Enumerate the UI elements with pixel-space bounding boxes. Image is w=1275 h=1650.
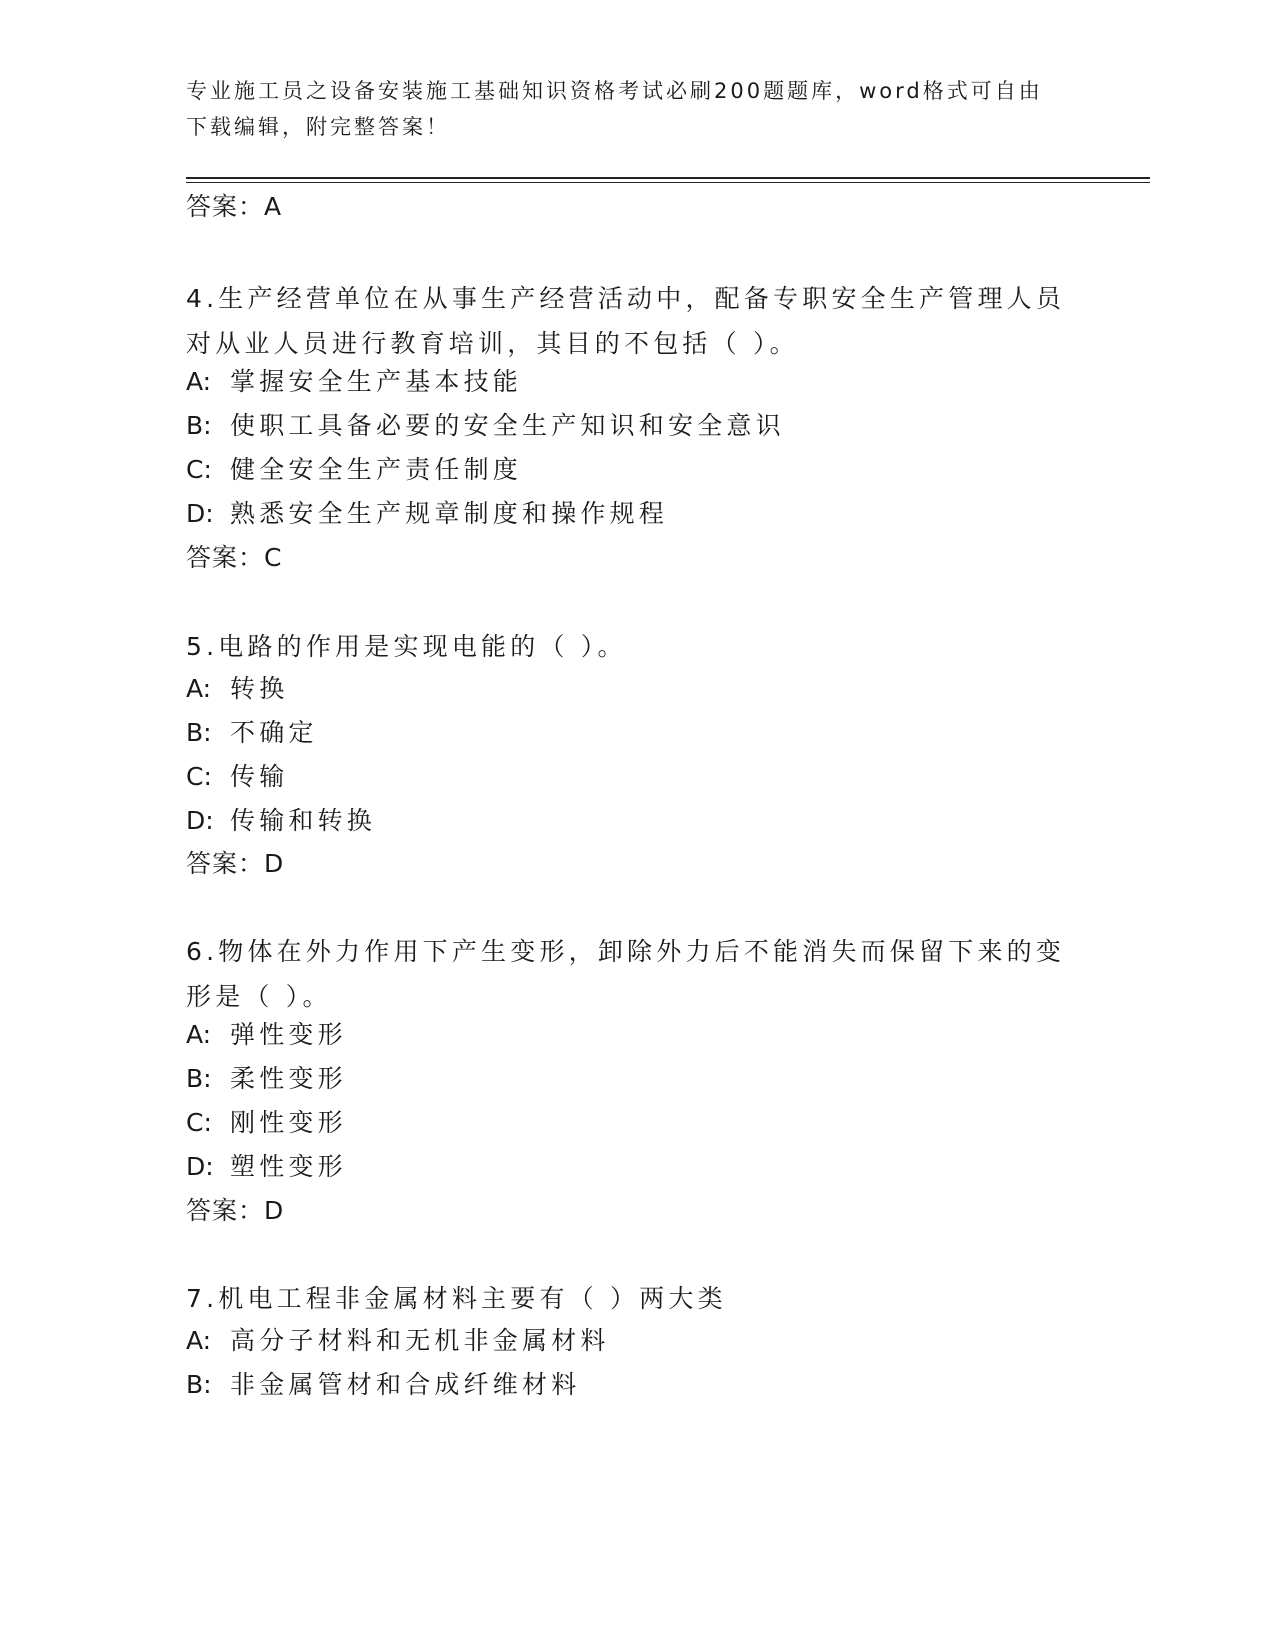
option-a	[186, 1015, 347, 1051]
question-stem: 5.电路的作用是实现电能的（ ）。	[186, 632, 627, 661]
question-stem: 6.物体在外力作用下产生变形，卸除外力后不能消失而保留下来的变形是（ ）。	[186, 937, 1066, 1011]
option-text: 不确定	[230, 718, 318, 747]
option-text: 健全安全生产责任制度	[230, 455, 523, 484]
option-text: 传输和转换	[230, 806, 377, 835]
option-d	[186, 801, 376, 837]
option-a	[186, 669, 288, 705]
option-label: D:	[186, 1152, 214, 1181]
option-label: D:	[186, 806, 214, 835]
option-text: 柔性变形	[230, 1064, 347, 1093]
header-divider-thin	[186, 182, 1150, 183]
answer-line: 答案：D	[186, 1196, 285, 1225]
answer-line: 答案：D	[186, 849, 285, 878]
option-c	[186, 1103, 347, 1139]
option-d	[186, 494, 668, 530]
option-label: C:	[186, 762, 212, 791]
option-label: A:	[186, 1326, 212, 1355]
option-text: 掌握安全生产基本技能	[230, 367, 523, 396]
option-c	[186, 450, 522, 486]
option-c	[186, 757, 288, 793]
answer-line: 答案：C	[186, 543, 283, 572]
option-text: 转换	[230, 674, 289, 703]
option-label: B:	[186, 411, 212, 440]
header-divider	[186, 177, 1150, 179]
option-text: 非金属管材和合成纤维材料	[230, 1370, 581, 1399]
answer-line: 答案：A	[186, 192, 283, 221]
question-stem: 7.机电工程非金属材料主要有（ ）两大类	[186, 1284, 727, 1313]
option-d	[186, 1147, 347, 1183]
option-text: 塑性变形	[230, 1152, 347, 1181]
question-stem: 4.生产经营单位在从事生产经营活动中，配备专职安全生产管理人员对从业人员进行教育培训，其目的不包括（ ）。	[186, 284, 1066, 358]
option-text: 高分子材料和无机非金属材料	[230, 1326, 610, 1355]
option-label: D:	[186, 499, 214, 528]
option-label: C:	[186, 1108, 212, 1137]
option-label: A:	[186, 674, 212, 703]
option-a	[186, 1321, 610, 1357]
option-label: B:	[186, 1370, 212, 1399]
option-text: 使职工具备必要的安全生产知识和安全意识	[230, 411, 785, 440]
option-b	[186, 713, 318, 749]
option-label: C:	[186, 455, 212, 484]
option-label: A:	[186, 367, 212, 396]
option-text: 弹性变形	[230, 1020, 347, 1049]
option-b	[186, 406, 785, 442]
option-label: B:	[186, 718, 212, 747]
option-b	[186, 1059, 347, 1095]
option-text: 熟悉安全生产规章制度和操作规程	[230, 499, 669, 528]
document-header: 专业施工员之设备安装施工基础知识资格考试必刷200题题库，word格式可自由下载编辑，附完整答案！	[186, 79, 1043, 139]
option-text: 刚性变形	[230, 1108, 347, 1137]
option-a	[186, 362, 522, 398]
option-text: 传输	[230, 762, 289, 791]
option-label: B:	[186, 1064, 212, 1093]
option-b	[186, 1365, 580, 1401]
option-label: A:	[186, 1020, 212, 1049]
